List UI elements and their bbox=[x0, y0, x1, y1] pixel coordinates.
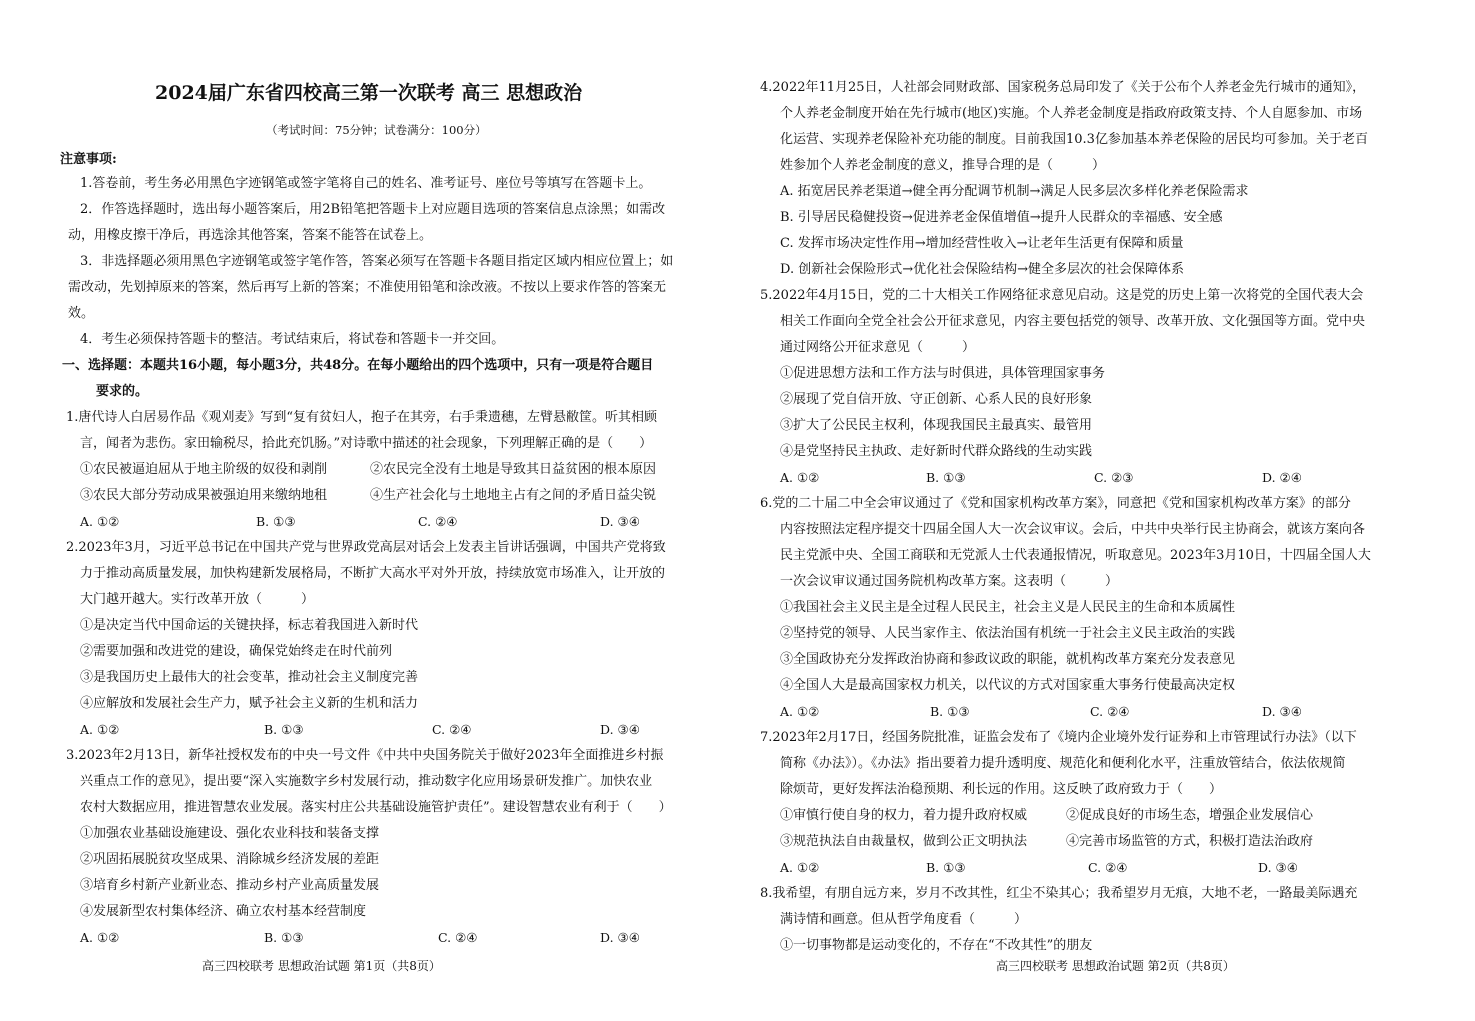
question-1-option-c[interactable]: C. ②④ bbox=[418, 514, 458, 529]
question-3-option-d[interactable]: D. ③④ bbox=[600, 930, 640, 945]
notice-line: 3．非选择题必须用黑色字迹钢笔或签字笔作答，答案必须写在答题卡各题目指定区域内相应位置上；如 bbox=[80, 254, 674, 269]
question-3-option-a[interactable]: A. ①② bbox=[80, 930, 120, 945]
question-7-option-c[interactable]: C. ②④ bbox=[1088, 860, 1128, 875]
question-5-option-a[interactable]: A. ①② bbox=[780, 470, 820, 485]
question-3-statement: ④发展新型农村集体经济、确立农村基本经营制度 bbox=[80, 904, 367, 919]
question-3-text: 3.2023年2月13日，新华社授权发布的中央一号文件《中共中央国务院关于做好2023年全面推进乡村振 bbox=[66, 748, 664, 763]
question-7-text: 简称《办法》）。《办法》指出要着力提升透明度、规范化和便利化水平，注重放管结合，依法依规简 bbox=[780, 756, 1346, 771]
question-3-option-b[interactable]: B. ①③ bbox=[264, 930, 304, 945]
question-7-text: 除烦苛，更好发挥法治稳预期、利长远的作用。这反映了政府致力于（ ） bbox=[780, 782, 1223, 797]
question-5-text: 通过网络公开征求意见（ ） bbox=[780, 340, 976, 355]
question-4-text: 姓参加个人养老金制度的意义，推导合理的是（ ） bbox=[780, 158, 1106, 173]
question-2-text: 大门越开越大。实行改革开放（ ） bbox=[80, 592, 315, 607]
question-3-statement: ②巩固拓展脱贫攻坚成果、消除城乡经济发展的差距 bbox=[80, 852, 380, 867]
question-6-option-b[interactable]: B. ①③ bbox=[930, 704, 970, 719]
question-7-statement: ②促成良好的市场生态，增强企业发展信心 bbox=[1066, 808, 1314, 823]
question-6-text: 内容按照法定程序提交十四届全国人大一次会议审议。会后，中共中央举行民主协商会，就该方案向各 bbox=[780, 522, 1366, 537]
notice-line: 4．考生必须保持答题卡的整洁。考试结束后，将试卷和答题卡一并交回。 bbox=[80, 332, 505, 347]
question-1-statement: ④生产社会化与土地地主占有之间的矛盾日益尖锐 bbox=[370, 488, 657, 503]
question-7-option-d[interactable]: D. ③④ bbox=[1258, 860, 1298, 875]
question-7-statement: ③规范执法自由裁量权，做到公正文明执法 bbox=[780, 834, 1028, 849]
question-3-text: 农村大数据应用，推进智慧农业发展。落实村庄公共基础设施管护责任”。建设智慧农业有利于（ ） bbox=[80, 800, 672, 815]
question-2-statement: ④应解放和发展社会生产力，赋予社会主义新的生机和活力 bbox=[80, 696, 419, 711]
question-2-statement: ②需要加强和改进党的建设，确保党始终走在时代前列 bbox=[80, 644, 393, 659]
question-1-option-d[interactable]: D. ③④ bbox=[600, 514, 640, 529]
notice-line: 效。 bbox=[68, 306, 95, 321]
question-2-statement: ③是我国历史上最伟大的社会变革，推动社会主义制度完善 bbox=[80, 670, 419, 685]
question-2-option-d[interactable]: D. ③④ bbox=[600, 722, 640, 737]
question-7-option-b[interactable]: B. ①③ bbox=[926, 860, 966, 875]
question-1-text: 言，闻者为悲伤。家田输税尽，拾此充饥肠。”对诗歌中描述的社会现象，下列理解正确的是（ ） bbox=[80, 436, 653, 451]
question-6-option-c[interactable]: C. ②④ bbox=[1090, 704, 1130, 719]
exam-title: 2024届广东省四校高三第一次联考 高三 思想政治 bbox=[155, 82, 583, 104]
section-heading: 一、选择题：本题共16小题，每小题3分，共48分。在每小题给出的四个选项中，只有一项是符合题目 bbox=[62, 358, 654, 373]
question-1-statement: ③农民大部分劳动成果被强迫用来缴纳地租 bbox=[80, 488, 328, 503]
question-4-text: 4.2022年11月25日，人社部会同财政部、国家税务总局印发了《关于公布个人养老金先行城市的通知》， bbox=[760, 80, 1366, 95]
question-2-text: 2.2023年3月，习近平总书记在中国共产党与世界政党高层对话会上发表主旨讲话强调，中国共产党将致 bbox=[66, 540, 666, 555]
question-4-option-d[interactable]: D. 创新社会保险形式→优化社会保险结构→健全多层次的社会保障体系 bbox=[780, 262, 1185, 277]
notice-line: 需改动，先划掉原来的答案，然后再写上新的答案；不准使用铅笔和涂改液。不按以上要求作答的答案无 bbox=[68, 280, 667, 295]
question-7-statement: ①审慎行使自身的权力，着力提升政府权威 bbox=[780, 808, 1028, 823]
question-5-text: 5.2022年4月15日，党的二十大相关工作网络征求意见启动。这是党的历史上第一次将党的全国代表大会 bbox=[760, 288, 1364, 303]
section-heading-cont: 要求的。 bbox=[96, 384, 149, 399]
question-1-option-b[interactable]: B. ①③ bbox=[256, 514, 296, 529]
question-2-text: 力于推动高质量发展，加快构建新发展格局，不断扩大高水平对外开放，持续放宽市场准入，让开放的 bbox=[80, 566, 666, 581]
question-7-text: 7.2023年2月17日，经国务院批准，证监会发布了《境内企业境外发行证券和上市管理试行办法》（以下 bbox=[760, 730, 1357, 745]
question-1-text: 1.唐代诗人白居易作品《观刈麦》写到“复有贫妇人，抱子在其旁，右手秉遗穗，左臂悬敝筐。听其相顾 bbox=[66, 410, 658, 425]
question-5-option-c[interactable]: C. ②③ bbox=[1094, 470, 1134, 485]
question-4-option-a[interactable]: A. 拓宽居民养老渠道→健全再分配调节机制→满足人民多层次多样化养老保险需求 bbox=[780, 184, 1249, 199]
question-3-text: 兴重点工作的意见》，提出要“深入实施数字乡村发展行动，推动数字化应用场景研发推广。加快农业 bbox=[80, 774, 653, 789]
question-6-statement: ④全国人大是最高国家权力机关，以代议的方式对国家重大事务行使最高决定权 bbox=[780, 678, 1236, 693]
question-3-statement: ①加强农业基础设施建设、强化农业科技和装备支撑 bbox=[80, 826, 380, 841]
question-5-option-d[interactable]: D. ②④ bbox=[1262, 470, 1302, 485]
question-3-option-c[interactable]: C. ②④ bbox=[438, 930, 478, 945]
question-2-statement: ①是决定当代中国命运的关键抉择，标志着我国进入新时代 bbox=[80, 618, 419, 633]
question-6-statement: ②坚持党的领导、人民当家作主、依法治国有机统一于社会主义民主政治的实践 bbox=[780, 626, 1236, 641]
question-4-text: 个人养老金制度开始在先行城市(地区)实施。个人养老金制度是指政府政策支持、个人自愿参加、市场 bbox=[780, 106, 1363, 121]
exam-subtitle: （考试时间：75分钟；试卷满分：100分） bbox=[266, 123, 487, 137]
question-2-option-c[interactable]: C. ②④ bbox=[432, 722, 472, 737]
question-5-option-b[interactable]: B. ①③ bbox=[926, 470, 966, 485]
notice-heading: 注意事项: bbox=[60, 152, 117, 167]
question-5-statement: ②展现了党自信开放、守正创新、心系人民的良好形象 bbox=[780, 392, 1093, 407]
question-4-option-b[interactable]: B. 引导居民稳健投资→促进养老金保值增值→提升人民群众的幸福感、安全感 bbox=[780, 210, 1223, 225]
question-6-text: 6.党的二十届二中全会审议通过了《党和国家机构改革方案》，同意把《党和国家机构改革方案》的部分 bbox=[760, 496, 1351, 511]
question-1-option-a[interactable]: A. ①② bbox=[80, 514, 120, 529]
notice-line: 1.答卷前，考生务必用黑色字迹钢笔或签字笔将自己的姓名、准考证号、座位号等填写在答题卡上。 bbox=[80, 176, 652, 191]
question-6-option-d[interactable]: D. ③④ bbox=[1262, 704, 1302, 719]
question-5-statement: ①促进思想方法和工作方法与时俱进，具体管理国家事务 bbox=[780, 366, 1106, 381]
question-8-text: 8.我希望，有朋自远方来，岁月不改其性，红尘不染其心；我希望岁月无痕，大地不老，一路最美际遇充 bbox=[760, 886, 1358, 901]
question-4-option-c[interactable]: C. 发挥市场决定性作用→增加经营性收入→让老年生活更有保障和质量 bbox=[780, 236, 1184, 251]
question-3-statement: ③培育乡村新产业新业态、推动乡村产业高质量发展 bbox=[80, 878, 380, 893]
question-6-statement: ①我国社会主义民主是全过程人民民主，社会主义是人民民主的生命和本质属性 bbox=[780, 600, 1236, 615]
question-5-statement: ③扩大了公民民主权利，体现我国民主最真实、最管用 bbox=[780, 418, 1093, 433]
notice-line: 动，用橡皮擦干净后，再选涂其他答案，答案不能答在试卷上。 bbox=[68, 228, 433, 243]
question-8-statement: ①一切事物都是运动变化的，不存在“不改其性”的朋友 bbox=[780, 938, 1093, 953]
question-7-statement: ④完善市场监管的方式，积极打造法治政府 bbox=[1066, 834, 1314, 849]
question-7-option-a[interactable]: A. ①② bbox=[780, 860, 820, 875]
question-1-statement: ①农民被逼迫屈从于地主阶级的奴役和剥削 bbox=[80, 462, 328, 477]
question-4-text: 化运营、实现养老保险补充功能的制度。目前我国10.3亿参加基本养老保险的居民均可参加。关于老百 bbox=[780, 132, 1368, 147]
question-8-text: 满诗情和画意。但从哲学角度看（ ） bbox=[780, 912, 1028, 927]
question-5-text: 相关工作面向全党全社会公开征求意见，内容主要包括党的领导、改革开放、文化强国等方面。党中央 bbox=[780, 314, 1366, 329]
question-2-option-a[interactable]: A. ①② bbox=[80, 722, 120, 737]
question-6-option-a[interactable]: A. ①② bbox=[780, 704, 820, 719]
question-6-statement: ③全国政协充分发挥政治协商和参政议政的职能，就机构改革方案充分发表意见 bbox=[780, 652, 1236, 667]
question-1-statement: ②农民完全没有土地是导致其日益贫困的根本原因 bbox=[370, 462, 657, 477]
page-footer: 高三四校联考 思想政治试题 第2页（共8页） bbox=[996, 959, 1235, 973]
question-5-statement: ④是党坚持民主执政、走好新时代群众路线的生动实践 bbox=[780, 444, 1093, 459]
question-6-text: 民主党派中央、全国工商联和无党派人士代表通报情况，听取意见。2023年3月10日，十四届全国人大 bbox=[780, 548, 1371, 563]
notice-line: 2．作答选择题时，选出每小题答案后，用2B铅笔把答题卡上对应题目选项的答案信息点涂黑；如需改 bbox=[80, 202, 666, 217]
question-6-text: 一次会议审议通过国务院机构改革方案。这表明（ ） bbox=[780, 574, 1119, 589]
page-footer: 高三四校联考 思想政治试题 第1页（共8页） bbox=[202, 959, 441, 973]
question-2-option-b[interactable]: B. ①③ bbox=[264, 722, 304, 737]
